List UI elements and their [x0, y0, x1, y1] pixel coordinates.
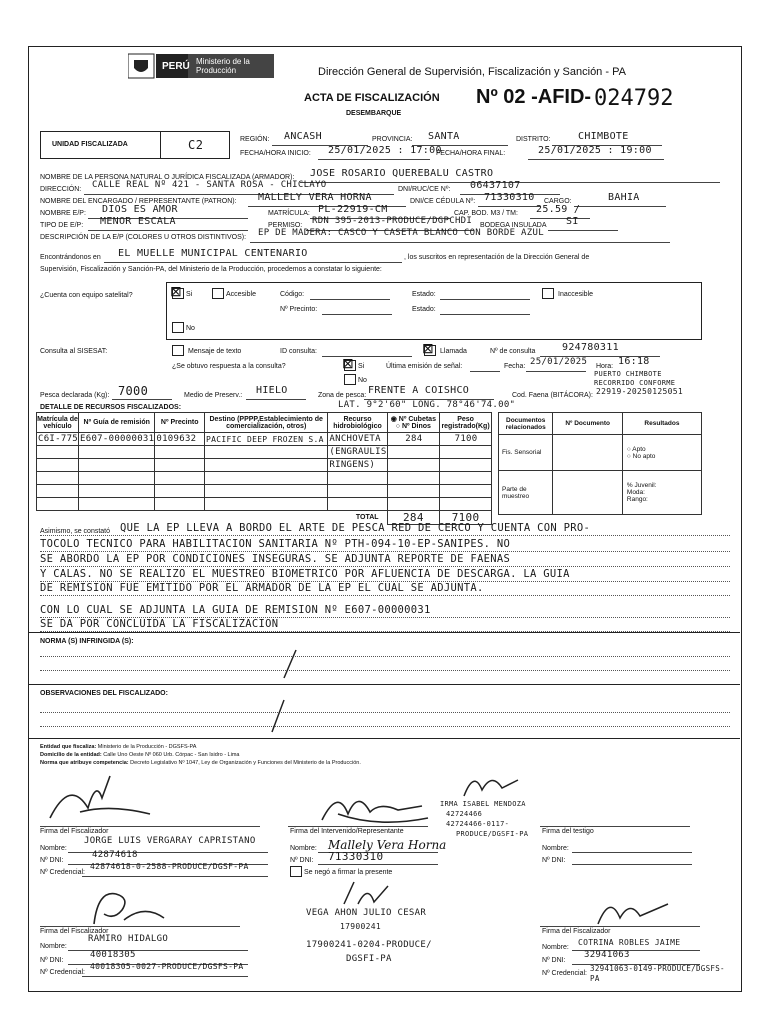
- refuse-checkbox[interactable]: [290, 866, 302, 877]
- col-guia: Nº Guía de remisión: [79, 413, 155, 433]
- footer-norma: [40, 760, 361, 766]
- table-cell: [79, 446, 155, 459]
- col-matricula: Matrícula de vehículo: [37, 413, 79, 433]
- table-cell: [387, 485, 440, 498]
- fiscalizador-2-label: Firma del Fiscalizador: [40, 928, 109, 935]
- noapto-option[interactable]: [627, 453, 701, 460]
- f1-dni-label: Nº DNI:: [40, 857, 64, 864]
- table-row: [37, 472, 492, 485]
- table-cell: [328, 485, 387, 498]
- response-no-checkbox[interactable]: [344, 374, 356, 385]
- table-cell: [440, 485, 492, 498]
- testigo-label: Firma del testigo: [542, 828, 594, 835]
- footer-entidad-value: Ministerio de la Producción - DGSFS-PA: [97, 744, 197, 750]
- obs-fiscalizado-line-1: [40, 712, 730, 713]
- documents-h1: Documentos relacionados: [499, 413, 553, 435]
- documents-table: [498, 412, 702, 515]
- satellite-no-label: No: [186, 325, 195, 332]
- fiscalizador-2-signature: [84, 884, 174, 932]
- fiscalizador-2-sign-line: [40, 926, 240, 927]
- table-cell: [387, 498, 440, 511]
- table-cell: [37, 472, 79, 485]
- intro-line2: Supervisión, Fiscalización y Sanción-PA, del Ministerio de la Producción, procedemos a constatar lo siguiente:: [40, 266, 382, 273]
- table-cell: (ENGRAULIS: [329, 447, 387, 457]
- direction-title: Dirección General de Supervisión, Fiscalización y Sanción - PA: [318, 66, 626, 78]
- id-consulta-label: ID consulta:: [280, 348, 317, 355]
- table-cell: [155, 446, 205, 459]
- address-value: CALLE REAL Nº 421 - SANTA ROSA - CHICLAYO: [92, 180, 327, 190]
- cargo-value: BAHIA: [608, 192, 640, 203]
- country-label: PERÚ: [162, 61, 190, 72]
- matricula-label: MATRÍCULA:: [268, 210, 310, 217]
- table-cell: [155, 485, 205, 498]
- fiscalizador-3-sign-line: [540, 926, 700, 927]
- muestreo-doc[interactable]: [553, 471, 623, 515]
- vessel-value: DIOS ES AMOR: [102, 204, 178, 215]
- table-row: [37, 485, 492, 498]
- table-cell: RINGENS): [328, 459, 387, 472]
- resources-table: [36, 412, 492, 525]
- rep-dni-label: DNI/CE CÉDULA Nº:: [410, 198, 476, 205]
- witness-signature: [458, 768, 528, 802]
- llamada-label: Llamada: [440, 348, 467, 355]
- observation-line: SE ABORDO LA EP POR CONDICIONES INSEGURAS. SE ADJUNTA REPORTE DE FAENAS: [40, 553, 511, 565]
- type-label: TIPO DE E/P:: [40, 222, 84, 229]
- table-cell: 0109632: [155, 433, 205, 446]
- cargo-line: [574, 206, 666, 207]
- table-cell: 7100: [440, 433, 492, 446]
- fecha-value: 25/01/2025: [530, 357, 588, 367]
- intro-prefix: Encontrándonos en: [40, 254, 101, 261]
- rep-nombre-value: Mallely Vera Horna: [328, 838, 447, 852]
- table-cell: E607-00000031: [80, 434, 155, 444]
- table-cell: [79, 472, 155, 485]
- ultima-label: Última emisión de señal:: [386, 363, 463, 370]
- hora-label: Hora:: [596, 363, 614, 370]
- fis-sensorial-label: Fis. Sensorial: [499, 435, 553, 471]
- end-value: 25/01/2025 : 19:00: [538, 145, 652, 156]
- table-cell: [205, 446, 328, 459]
- f1-cred-value: 42874618-0-2588-PRODUCE/DGSF-PA: [90, 862, 249, 871]
- footer-entidad-label: Entidad que fiscaliza:: [40, 744, 97, 750]
- col-peso: Peso registrado(Kg): [440, 413, 492, 433]
- n-consulta-value: 924780311: [562, 342, 619, 353]
- table-cell: PACIFIC DEEP FROZEN S.A: [205, 433, 328, 446]
- middle-note-3: 17900241-0204-PRODUCE/: [306, 940, 432, 950]
- obs-fiscalizado-label: OBSERVACIONES DEL FISCALIZADO:: [40, 690, 168, 697]
- intervenido-sign-line: [288, 826, 428, 827]
- table-row: [37, 459, 492, 472]
- cap-label: CAP. BOD. M3 / TM:: [454, 210, 518, 217]
- type-line: [88, 230, 248, 231]
- footer-domicilio-value: Calle Uno Oeste Nº 060 Urb. Córpac - San Isidro - Lima: [103, 752, 240, 758]
- norma-line-1: [40, 656, 730, 657]
- distrito-label: DISTRITO:: [516, 136, 551, 143]
- inaccesible-checkbox[interactable]: [542, 288, 554, 299]
- satellite-si-label: Si: [186, 291, 193, 298]
- fiscalizador-1-label: Firma del Fiscalizador: [40, 828, 109, 835]
- cubetas-option[interactable]: [388, 415, 440, 423]
- cubetas-label: Nº Cubetas: [398, 416, 436, 423]
- desc-line: [250, 242, 670, 243]
- witness-note-2: 42724466: [446, 810, 483, 818]
- inaccesible-label: Inaccesible: [558, 291, 594, 298]
- table-row: [37, 498, 492, 511]
- testigo-sign-line: [540, 826, 690, 827]
- f2-cred-line: [82, 976, 248, 977]
- table-cell: [205, 485, 328, 498]
- middle-note-1: VEGA AHON JULIO CESAR: [306, 908, 427, 918]
- estado-line: [440, 299, 530, 300]
- f3-nombre-value: COTRINA ROBLES JAIME: [578, 938, 681, 947]
- medio-value: HIELO: [256, 385, 288, 396]
- satellite-no-checkbox[interactable]: [172, 322, 184, 333]
- table-cell: [79, 498, 155, 511]
- unit-divider: [160, 131, 161, 159]
- table-row: [37, 446, 492, 459]
- table-cell: [328, 498, 387, 511]
- unit-label: UNIDAD FISCALIZADA: [52, 141, 128, 148]
- accesible-label: Accesible: [226, 291, 256, 298]
- table-cell: [387, 446, 440, 459]
- declared-value: 7000: [118, 384, 149, 398]
- fis-sensorial-row: [499, 435, 702, 471]
- norma-line-2: [40, 670, 730, 671]
- apto-radio-icon: ○: [626, 445, 631, 453]
- f2-dni-value: 40018305: [90, 950, 136, 960]
- table-cell: [155, 498, 205, 511]
- middle-note-4: DGSFI-PA: [346, 954, 392, 964]
- table-row: [37, 433, 492, 446]
- table-cell: ANCHOVETA: [328, 433, 387, 446]
- medio-label: Medio de Preserv.:: [184, 392, 243, 399]
- footer-norma-label: Norma que atribuye competencia:: [40, 760, 129, 766]
- documents-h3: Resultados: [622, 413, 701, 435]
- id-consulta-line: [322, 356, 412, 357]
- estado2-line: [440, 314, 530, 315]
- observation-line: QUE LA EP LLEVA A BORDO EL ARTE DE PESCA RED DE CERCO Y CUENTA CON PRO-: [120, 522, 591, 534]
- table-cell: [205, 498, 328, 511]
- observations-prefix: Asimismo, se constató: [40, 528, 111, 535]
- intervenido-label: Firma del Intervenido/Representante: [290, 828, 404, 835]
- doc-serial: 024792: [594, 86, 674, 111]
- permiso-label: PERMISO:: [268, 222, 303, 229]
- doc-title: ACTA DE FISCALIZACIÓN: [304, 92, 440, 104]
- f2-nombre-value: RAMIRO HIDALGO: [88, 934, 169, 944]
- table-cell: [37, 446, 79, 459]
- n-consulta-label: Nº de consulta: [490, 348, 536, 355]
- table-cell: [37, 459, 79, 472]
- end-label: FECHA/HORA FINAL:: [436, 150, 506, 157]
- desc-label: DESCRIPCIÓN DE LA E/P (COLORES U OTROS DISTINTIVOS):: [40, 234, 247, 241]
- address-label: DIRECCIÓN:: [40, 186, 82, 193]
- dinos-option[interactable]: [388, 423, 440, 430]
- table-cell: [205, 459, 328, 472]
- hora-value: 16:18: [618, 356, 650, 367]
- position-note: PUERTO CHIMBOTE RECORRIDO CONFORME: [594, 370, 676, 387]
- fecha-line: [526, 371, 586, 372]
- fis-sensorial-doc[interactable]: [553, 435, 623, 471]
- apto-label: Apto: [632, 445, 646, 453]
- cap-value: 25.59 /: [536, 204, 581, 215]
- total-label: TOTAL: [355, 514, 379, 522]
- response-no-label: No: [358, 377, 367, 384]
- table-cell: [155, 472, 205, 485]
- witness-note-1: IRMA ISABEL MENDOZA: [440, 800, 526, 808]
- region-value: ANCASH: [284, 131, 322, 142]
- table-cell: [440, 472, 492, 485]
- type-value: MENOR ESCALA: [100, 216, 176, 227]
- response-question: ¿Se obtuvo respuesta a la consulta?: [172, 363, 286, 370]
- intro-place: EL MUELLE MUNICIPAL CENTENARIO: [118, 248, 308, 259]
- region-label: REGIÓN:: [240, 136, 270, 143]
- muestreo-result: [622, 471, 701, 515]
- footer-domicilio-label: Domicilio de la entidad:: [40, 752, 102, 758]
- owner-name-label: NOMBRE DE LA PERSONA NATURAL O JURÍDICA FISCALIZADA (ARMADOR):: [40, 174, 295, 181]
- rango-label: Rango:: [626, 496, 648, 503]
- juvenil-label: % Juvenil:: [626, 482, 657, 489]
- table-cell: [79, 459, 155, 472]
- noapto-radio-icon: ○: [626, 452, 631, 460]
- resources-title: DETALLE DE RECURSOS FISCALIZADOS:: [40, 404, 182, 411]
- accesible-checkbox[interactable]: [212, 288, 224, 299]
- observation-rule: [40, 551, 730, 552]
- f2-nombre-label: Nombre:: [40, 943, 67, 950]
- f1-cred-line: [82, 876, 268, 877]
- dinos-radio-icon: ○: [395, 423, 400, 430]
- observation-line: TOCOLO TECNICO PARA HABILITACION SANITARIA Nº PTH-094-10-EP-SANIPES. NO: [40, 538, 511, 550]
- witness-note-4: PRODUCE/DGSFI-PA: [456, 830, 529, 838]
- rep-nombre-label: Nombre:: [290, 845, 317, 852]
- muestreo-row: [499, 471, 702, 515]
- doc-subtitle: DESEMBARQUE: [346, 110, 402, 117]
- precinto-line: [322, 314, 392, 315]
- provincia-value: SANTA: [428, 131, 460, 142]
- col-destino: Destino (PPPP,Establecimiento de comercialización, otros): [205, 413, 328, 433]
- table-cell: [37, 498, 79, 511]
- observation-line: Y CALAS. NO SE REALIZO EL MUESTREO BIOMETRICO POR AFLUENCIA DE DESCARGA. LA GUIA: [40, 568, 570, 580]
- ultima-line: [470, 371, 500, 372]
- resources-header-row: [37, 413, 492, 433]
- table-cell: 284: [387, 433, 440, 446]
- sisesat-label: Consulta al SISESAT:: [40, 348, 108, 355]
- testigo-dni-line: [572, 864, 692, 865]
- middle-signature: [338, 878, 398, 908]
- zona-value: FRENTE A COISHCO: [368, 385, 470, 396]
- observation-rule: [40, 595, 730, 596]
- insulated-line: [548, 230, 618, 231]
- ministry-label: Ministerio de la Producción: [196, 57, 250, 75]
- table-cell: [440, 446, 492, 459]
- observation-rule: [40, 535, 730, 536]
- f2-cred-value: 40018305-0027-PRODUCE/DGSFS-PA: [90, 962, 244, 971]
- permiso-value: RDN 395-2013-PRODUCE/DGPCHDI: [312, 216, 473, 226]
- end-line: [528, 159, 664, 160]
- dinos-label: Nº Dinos: [401, 423, 431, 430]
- cubetas-radio-icon: ◉: [390, 416, 397, 423]
- f1-nombre-label: Nombre:: [40, 845, 67, 852]
- rep-dni-value: 71330310: [484, 192, 535, 203]
- norma-top-line: [28, 632, 740, 633]
- f1-dni-value: 42874618: [92, 850, 138, 860]
- col-recurso: Recurso hidrobiológico: [328, 413, 387, 433]
- bitacora-label: Cod. Faena (BITÁCORA):: [512, 392, 593, 399]
- footer-norma-value: Decreto Legislativo Nº 1047, Ley de Organización y Funciones del Ministerio de la Producción.: [130, 760, 361, 766]
- intro-suffix: , los suscritos en representación de la Dirección General de: [404, 254, 590, 261]
- f2-cred-label: Nº Credencial:: [40, 969, 85, 976]
- cargo-label: CARGO:: [544, 198, 572, 205]
- f1-cred-label: Nº Credencial:: [40, 869, 85, 876]
- insulated-value: SI: [566, 216, 579, 227]
- f3-dni-label: Nº DNI:: [542, 957, 566, 964]
- footer-domicilio: [40, 752, 239, 758]
- resources-body: [37, 433, 492, 511]
- table-cell: C6I-775: [38, 434, 79, 444]
- doc-number: Nº 02 -AFID-: [476, 86, 592, 108]
- start-label: FECHA/HORA INICIO:: [240, 150, 311, 157]
- fiscalizador-3-label: Firma del Fiscalizador: [542, 928, 611, 935]
- observation-line: DE REMISION FUE EMITIDO POR EL ARMADOR DE LA EP EL CUAL SE ADJUNTA.: [40, 582, 484, 594]
- fecha-label: Fecha:: [504, 363, 526, 370]
- dni-label: DNI/RUC/CE Nº:: [398, 186, 451, 193]
- bitacora-value: 22919-20250125051: [596, 387, 683, 396]
- estado-label: Estado:: [412, 291, 436, 298]
- documents-header-row: [499, 413, 702, 435]
- rep-value: MALLELY VERA HORNA: [258, 192, 372, 203]
- llamada-mark: ⊠: [422, 340, 434, 356]
- start-value: 25/01/2025 : 17:00: [328, 145, 442, 156]
- intervenido-signature: [318, 784, 438, 828]
- declared-line: [112, 399, 172, 400]
- f1-nombre-value: JORGE LUIS VERGARAY CAPRISTANO: [84, 836, 256, 846]
- table-cell: [205, 472, 328, 485]
- mensaje-label: Mensaje de texto: [188, 348, 242, 355]
- response-si-mark: ⊠: [342, 355, 354, 371]
- rep-dni-sig-value: 71330310: [328, 850, 384, 863]
- noapto-label: No apto: [632, 452, 656, 460]
- rep-dni-sig-label: Nº DNI:: [290, 857, 314, 864]
- start-line: [318, 159, 430, 160]
- insulated-label: BODEGA INSULADA: [480, 222, 547, 229]
- footer-entidad: [40, 744, 196, 750]
- fiscalizador-3-signature: [590, 890, 680, 930]
- unit-value: C2: [188, 138, 204, 152]
- testigo-nombre-line: [572, 852, 692, 853]
- middle-note-2: 17900241: [340, 922, 381, 931]
- muestreo-label: Parte de muestreo: [499, 471, 553, 515]
- observation-line: CON LO CUAL SE ADJUNTA LA GUIA DE REMISION Nº E607-00000031: [40, 604, 431, 616]
- codigo-label: Código:: [280, 291, 305, 298]
- table-cell: [328, 472, 387, 485]
- table-cell: [440, 498, 492, 511]
- f2-dni-label: Nº DNI:: [40, 957, 64, 964]
- desc-value: EP DE MADERA: CASCO Y CASETA BLANCO CON BORDE AZUL: [258, 228, 544, 238]
- obs-fiscalizado-line-2: [40, 726, 730, 727]
- documents-h2: Nº Documento: [553, 413, 623, 435]
- observation-line: SE DA POR CONCLUIDA LA FISCALIZACION: [40, 618, 279, 630]
- table-cell: [387, 459, 440, 472]
- table-cell: [155, 459, 205, 472]
- obs-fiscalizado-top-line: [28, 684, 740, 685]
- cap-line: [530, 218, 590, 219]
- codigo-line: [310, 299, 390, 300]
- owner-name-value: JOSE ROSARIO QUEREBALU CASTRO: [310, 168, 494, 179]
- fis-result: [622, 435, 701, 471]
- f3-cred-label: Nº Credencial:: [542, 970, 587, 977]
- rep-label: NOMBRE DEL ENCARGADO / REPRESENTANTE (PATRON):: [40, 198, 237, 205]
- vessel-label: NOMBRE E/P:: [40, 210, 86, 217]
- rep-dni-line: [478, 206, 540, 207]
- matricula-value: PL-22919-CM: [318, 204, 388, 215]
- response-si-label: Si: [358, 363, 365, 370]
- total-peso: 7100: [440, 511, 492, 525]
- refuse-label: Se negó a firmar la presente: [304, 869, 393, 876]
- apto-option[interactable]: [627, 446, 701, 453]
- rep-dni-sig-line: [318, 864, 438, 865]
- distrito-value: CHIMBOTE: [578, 131, 629, 142]
- provincia-label: PROVINCIA:: [372, 136, 413, 143]
- coords-value: LAT. 9°2'60" LONG. 78°46'74.00": [338, 400, 516, 410]
- norma-label: NORMA (S) INFRINGIDA (S):: [40, 638, 134, 645]
- table-cell: [387, 472, 440, 485]
- testigo-dni-label: Nº DNI:: [542, 857, 566, 864]
- intro-line: [104, 262, 402, 263]
- table-cell: [37, 485, 79, 498]
- medio-line: [246, 399, 306, 400]
- witness-note-3: 42724466-0117-: [446, 820, 510, 828]
- moda-label: Moda:: [626, 489, 645, 496]
- f3-cred-value: 32941063-0149-PRODUCE/DGSFS-PA: [590, 964, 725, 983]
- estado2-label: Estado:: [412, 306, 436, 313]
- fiscalizador-1-sign-line: [40, 826, 260, 827]
- table-cell: [79, 485, 155, 498]
- col-precinto: Nº Precinto: [155, 413, 205, 433]
- declared-label: Pesca declarada (Kg):: [40, 392, 110, 399]
- satellite-question: ¿Cuenta con equipo satelital?: [40, 292, 133, 299]
- norma-strike: [280, 648, 300, 685]
- observation-rule: [40, 566, 730, 567]
- f3-nombre-label: Nombre:: [542, 944, 569, 951]
- dni-value: 06437107: [470, 180, 521, 191]
- f3-dni-value: 32941063: [584, 950, 630, 960]
- obs-fiscalizado-strike: [268, 698, 288, 739]
- testigo-nombre-label: Nombre:: [542, 845, 569, 852]
- table-cell: [440, 459, 492, 472]
- mensaje-checkbox[interactable]: [172, 345, 184, 356]
- fiscalizador-1-signature: [40, 768, 160, 828]
- total-cubetas: 284: [387, 511, 440, 525]
- precinto-label: Nº Precinto:: [280, 306, 318, 313]
- zona-label: Zona de pesca:: [318, 392, 367, 399]
- satellite-si-mark: ⊠: [170, 283, 182, 299]
- obs-bottom-line: [28, 738, 740, 739]
- col-cubetas: [387, 413, 440, 433]
